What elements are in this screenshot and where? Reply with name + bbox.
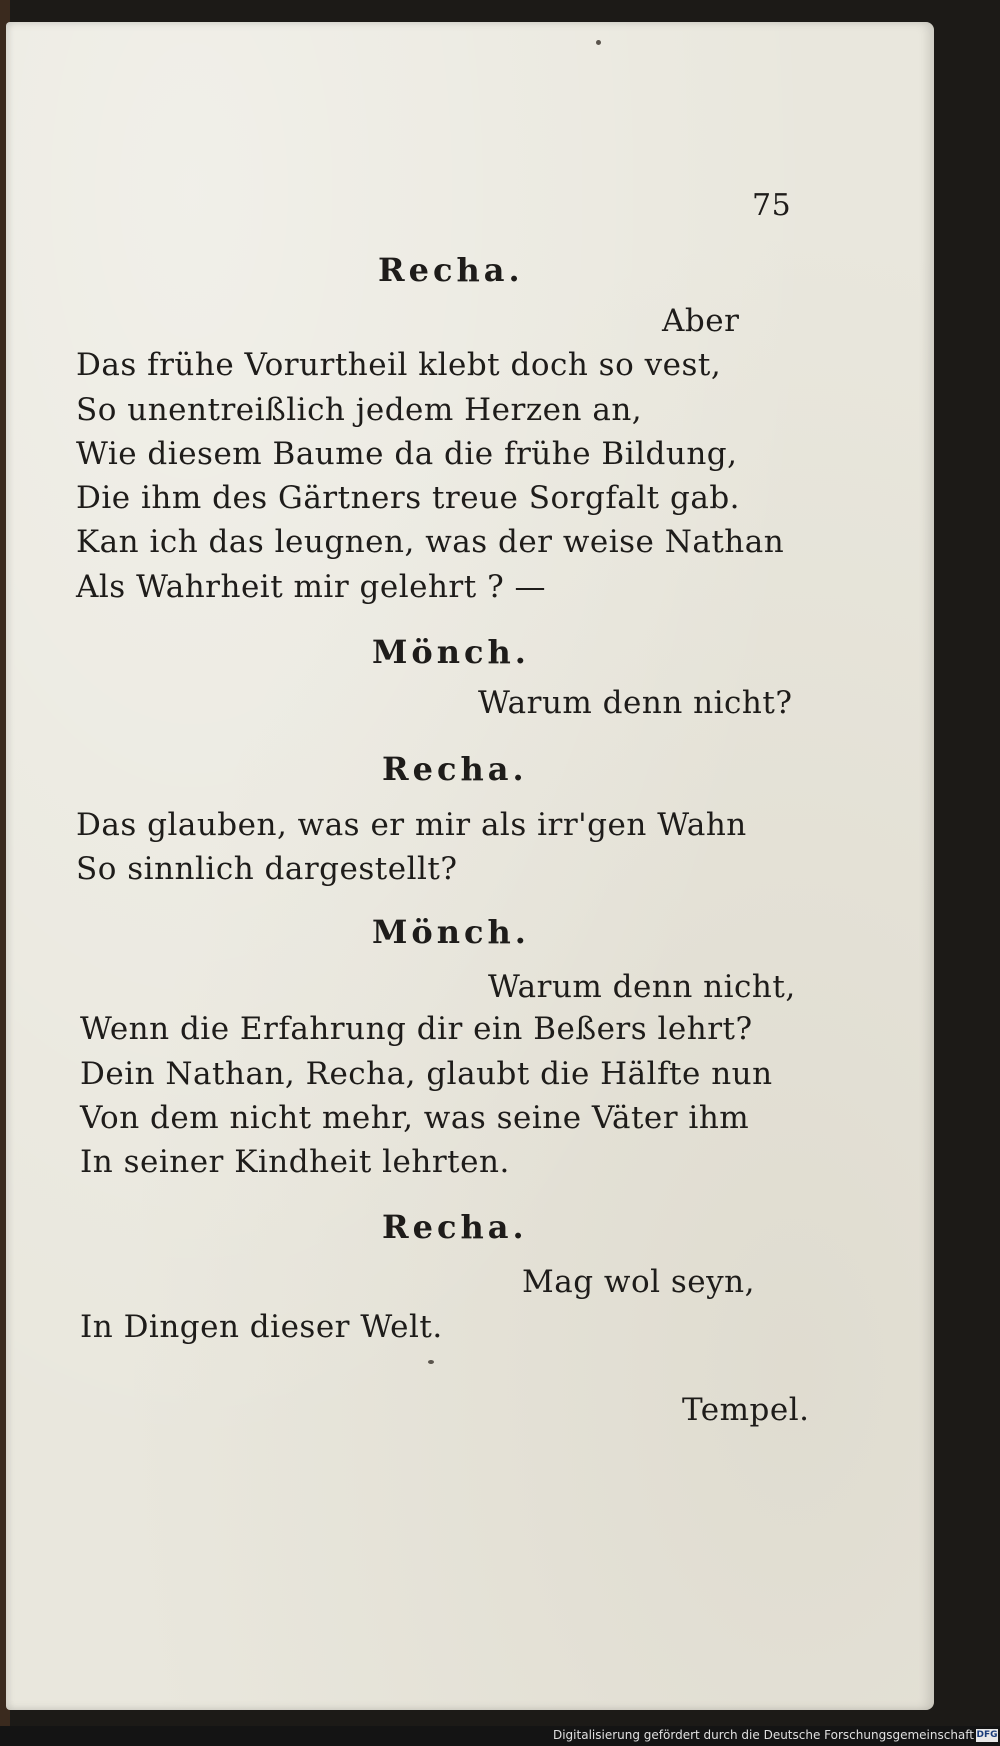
speaker-name: Recha. xyxy=(382,750,528,788)
verse-line: Aber xyxy=(662,303,740,339)
verse-line: Warum denn nicht? xyxy=(478,685,793,721)
verse-line: Warum denn nicht, xyxy=(488,969,796,1005)
ink-speck xyxy=(596,40,601,45)
dfg-logo: DFG xyxy=(976,1730,998,1740)
verse-line: So sinnlich dargestellt? xyxy=(76,851,458,887)
page-number: 75 xyxy=(752,188,792,223)
verse-line: Mag wol seyn, xyxy=(522,1264,755,1300)
verse-line: Wie diesem Baume da die frühe Bildung, xyxy=(76,436,738,472)
verse-line: Wenn die Erfahrung dir ein Beßers lehrt? xyxy=(80,1011,753,1047)
speaker-name: Recha. xyxy=(378,251,524,289)
verse-line: So unentreißlich jedem Herzen an, xyxy=(76,392,643,428)
verse-line: Als Wahrheit mir gelehrt ? — xyxy=(76,569,547,605)
digitization-credit: Digitalisierung gefördert durch die Deutsche Forschungsgemeinschaft xyxy=(552,1728,974,1742)
verse-line: Das glauben, was er mir als irr'gen Wahn xyxy=(76,807,747,843)
speaker-name: Mönch. xyxy=(372,633,530,671)
ink-speck xyxy=(428,1360,434,1364)
verse-line: Von dem nicht mehr, was seine Väter ihm xyxy=(80,1100,750,1136)
speaker-name: Recha. xyxy=(382,1208,528,1246)
verse-line: Das frühe Vorurtheil klebt doch so vest, xyxy=(76,347,722,383)
speaker-name: Mönch. xyxy=(372,913,530,951)
verse-line: In seiner Kindheit lehrten. xyxy=(80,1144,510,1180)
catchword: Tempel. xyxy=(682,1392,810,1428)
verse-line: Die ihm des Gärtners treue Sorgfalt gab. xyxy=(76,480,741,516)
verse-line: Kan ich das leugnen, was der weise Nathan xyxy=(76,524,785,560)
verse-line: Dein Nathan, Recha, glaubt die Hälfte nun xyxy=(80,1056,773,1092)
verse-line: In Dingen dieser Welt. xyxy=(80,1309,443,1345)
